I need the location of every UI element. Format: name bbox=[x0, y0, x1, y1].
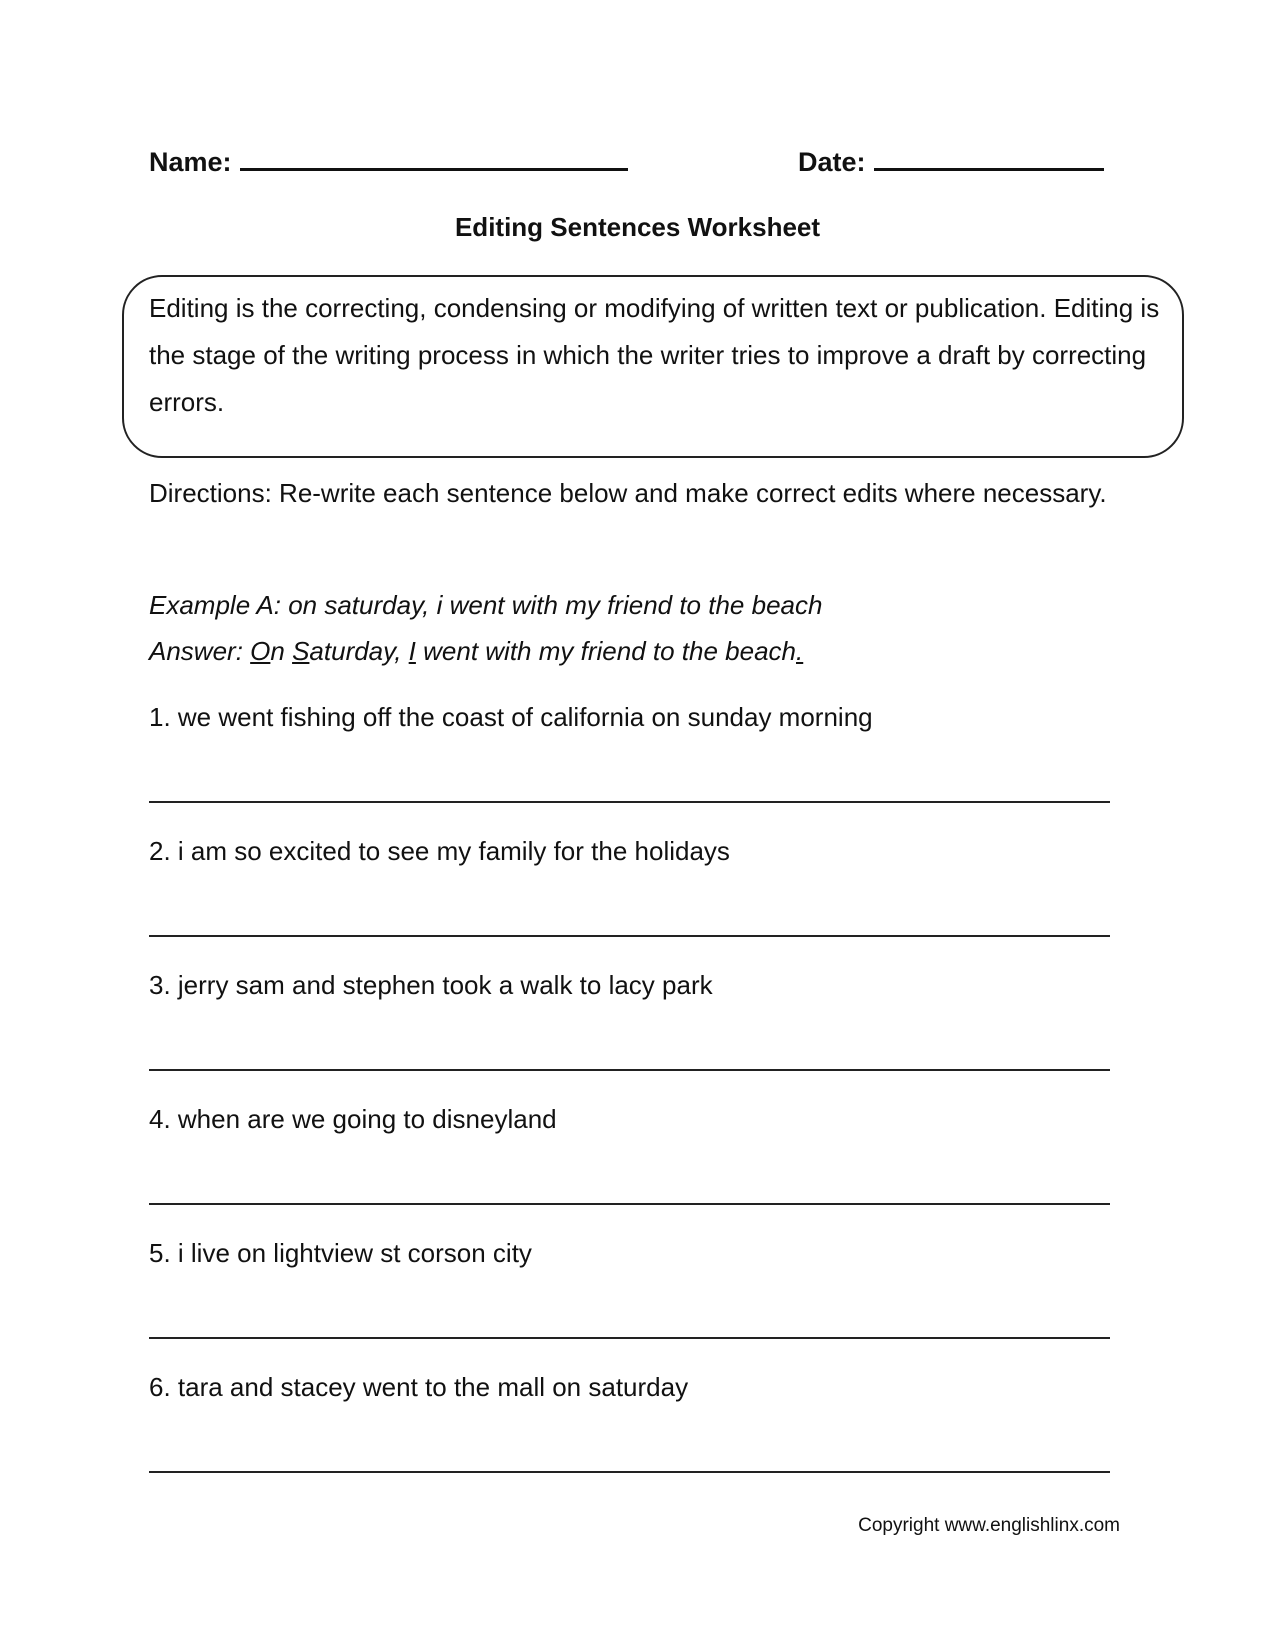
corrected-mark: I bbox=[408, 636, 416, 666]
question-4: 4. when are we going to disneyland bbox=[149, 1104, 557, 1134]
date-label: Date: bbox=[798, 147, 866, 177]
answer-line-2[interactable] bbox=[149, 935, 1110, 937]
answer-text: Answer: bbox=[149, 636, 251, 666]
question-3: 3. jerry sam and stephen took a walk to lacy park bbox=[149, 970, 713, 1000]
answer-line-4[interactable] bbox=[149, 1203, 1110, 1205]
question-2: 2. i am so excited to see my family for the holidays bbox=[149, 836, 730, 866]
name-label: Name: bbox=[149, 147, 232, 177]
question-1: 1. we went fishing off the coast of california on sunday morning bbox=[149, 702, 873, 732]
example-answer bbox=[149, 636, 803, 667]
date-blank[interactable] bbox=[874, 146, 1104, 171]
answer-text: n bbox=[270, 636, 293, 666]
copyright: Copyright www.englishlinx.com bbox=[858, 1515, 1120, 1536]
intro-text: Editing is the correcting, condensing or modifying of written text or publication. Editing is the stage of the writing process in which the writer tries to improve a draft by correcting errors. bbox=[149, 293, 1160, 417]
question-6: 6. tara and stacey went to the mall on saturday bbox=[149, 1372, 689, 1402]
answer-line-6[interactable] bbox=[149, 1471, 1110, 1473]
directions: Directions: Re-write each sentence below and make correct edits where necessary. bbox=[149, 478, 1107, 508]
answer-line-3[interactable] bbox=[149, 1069, 1110, 1071]
corrected-mark: S bbox=[292, 636, 310, 666]
answer-line-5[interactable] bbox=[149, 1337, 1110, 1339]
name-field[interactable] bbox=[149, 146, 628, 178]
answer-text: went with my friend to the beach bbox=[415, 636, 796, 666]
corrected-mark: . bbox=[796, 636, 804, 666]
worksheet-title: Editing Sentences Worksheet bbox=[454, 212, 821, 242]
corrected-mark: O bbox=[250, 636, 271, 666]
question-5: 5. i live on lightview st corson city bbox=[149, 1238, 532, 1268]
date-field[interactable] bbox=[798, 146, 1104, 178]
example-question: Example A: on saturday, i went with my friend to the beach bbox=[149, 590, 823, 620]
answer-line-1[interactable] bbox=[149, 801, 1110, 803]
name-blank[interactable] bbox=[240, 146, 628, 171]
answer-text: aturday, bbox=[309, 636, 409, 666]
